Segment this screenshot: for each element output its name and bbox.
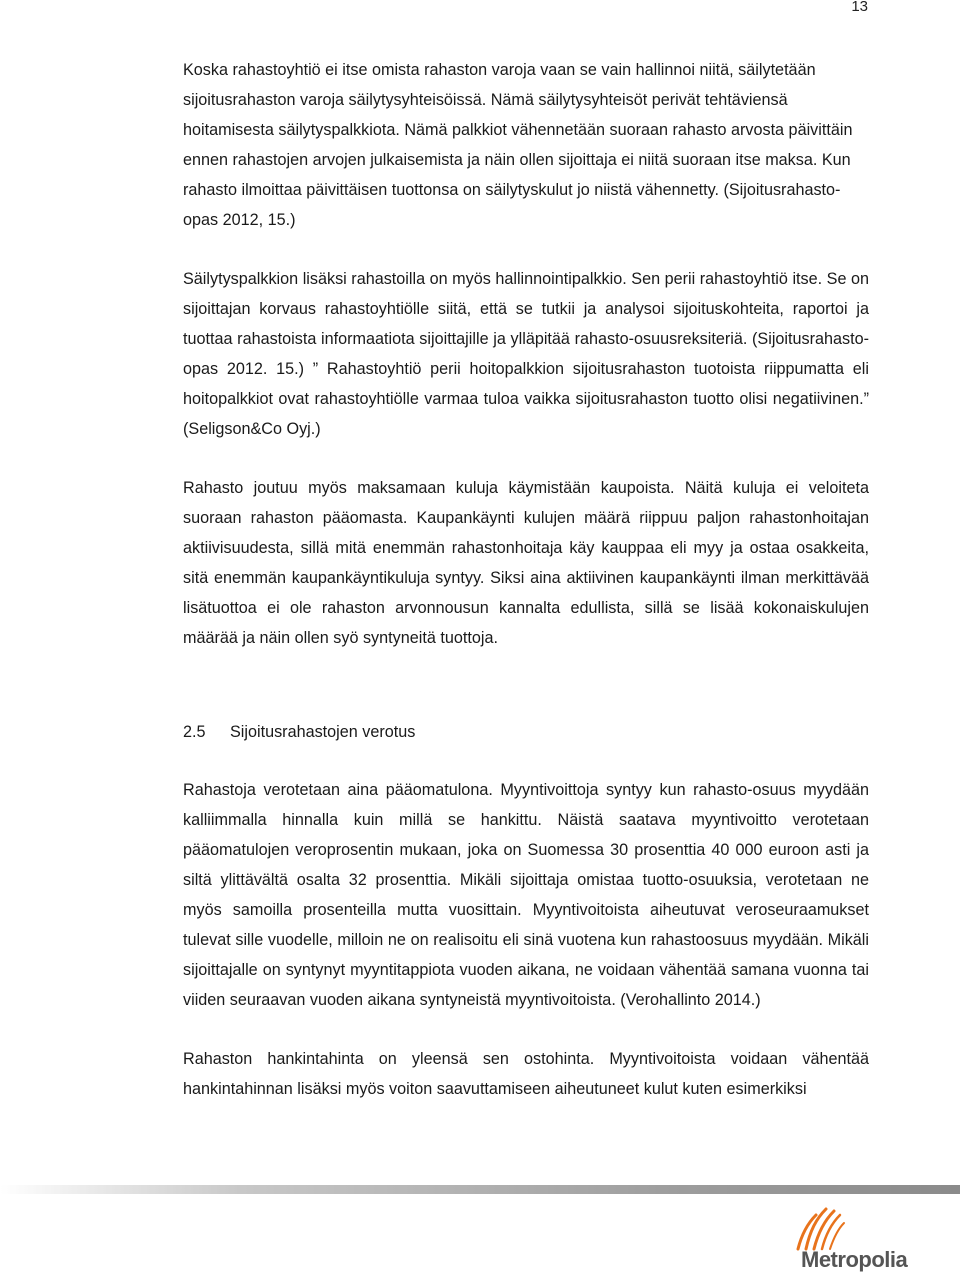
paragraph-management-fee: Säilytyspalkkion lisäksi rahastoilla on myös hallinnointipalkkio. Sen perii rahastoyhtiö itse. Se on sijoittajan korvaus rahastoyhtiölle siitä, että se tutkii ja analysoi sijoituskohteita, raportoi ja tuottaa rahastoista informaatiota sijoittajille ja ylläpitää rahasto-osuusreksiteriä. (Sijoitusrahasto-opas 2012. 15.) ” Rahastoyhtiö perii hoitopalkkion sijoitusrahaston tuotoista riippumatta eli hoitopalkkiot ovat rahastoyhtiölle varmaa tuloa vaikka sijoitusrahaston tuotto olisi negatiivinen.” (Seligson&Co Oyj.)	[183, 270, 869, 438]
paragraph-trading-costs: Rahasto joutuu myös maksamaan kuluja käymistään kaupoista. Näitä kuluja ei veloiteta suoraan rahaston pääomasta. Kaupankäynti kulujen määrä riippuu paljon rahastonhoitajan aktiivisuudesta, sillä mitä enemmän rahastonhoitaja käy kauppaa eli myy ja ostaa osakkeita, sitä enemmän kaupankäyntikuluja syntyy. Siksi aina aktiivinen kaupankäynti ilman merkittävää lisätuottoa ei ole rahaston arvonnousun kannalta edullista, sillä se lisää kokonaiskulujen määrää ja näin ollen syö syntyneitä tuottoja.	[183, 479, 869, 647]
page-number: 13	[851, 0, 868, 15]
paragraph-acquisition-price: Rahaston hankintahinta on yleensä sen ostohinta. Myyntivoitoista voidaan vähentää hankintahinnan lisäksi myös voiton saavuttamiseen aiheutuneet kulut kuten esimerkiksi	[183, 1050, 869, 1098]
section-number: 2.5	[183, 723, 206, 741]
section-heading	[183, 717, 869, 747]
metropolia-logo	[794, 1203, 944, 1273]
logo-wordmark: Metropolia	[801, 1247, 908, 1272]
metropolia-flame-icon	[794, 1203, 944, 1253]
document-body	[183, 55, 869, 1104]
footer-bar	[0, 1185, 960, 1194]
paragraph-taxation: Rahastoja verotetaan aina pääomatulona. Myyntivoittoja syntyy kun rahasto-osuus myydään kalliimmalla hinnalla kuin millä se hankittu. Näistä saatava myyntivoitto verotetaan pääomatulojen veroprosentin mukaan, joka on Suomessa 30 prosenttia 40 000 euroon asti ja siltä ylittävältä osalta 32 prosenttia. Mikäli sijoittaja omistaa tuotto-osuuksia, verotetaan ne myös samoilla prosenteilla mutta vuosittain. Myyntivoitoista aiheutuvat veroseuraamukset tulevat sille vuodelle, milloin ne on realisoitu eli sinä vuotena kun rahastoosuus myydään. Mikäli sijoittajalle on syntynyt myyntitappiota vuoden aikana, ne voidaan vähentää samana vuonna tai viiden seuraavan vuoden aikana syntyneistä myyntivoitoista. (Verohallinto 2014.)	[183, 781, 869, 1009]
section-title: Sijoitusrahastojen verotus	[230, 723, 416, 741]
paragraph-custody-fees: Koska rahastoyhtiö ei itse omista rahaston varoja vaan se vain hallinnoi niitä, säilytetään sijoitusrahaston varoja säilytysyhteisöissä. Nämä säilytysyhteisöt perivät tehtäviensä hoitamisesta säilytyspalkkiota. Nämä palkkiot vähennetään suoraan rahasto arvosta päivittäin ennen rahastojen arvojen julkaisemista ja näin ollen sijoittaja ei niitä suoraan itse maksa. Kun rahasto ilmoittaa päivittäisen tuottonsa on säilytyskulut jo niistä vähennetty. (Sijoitusrahasto-opas 2012, 15.)	[183, 61, 853, 229]
